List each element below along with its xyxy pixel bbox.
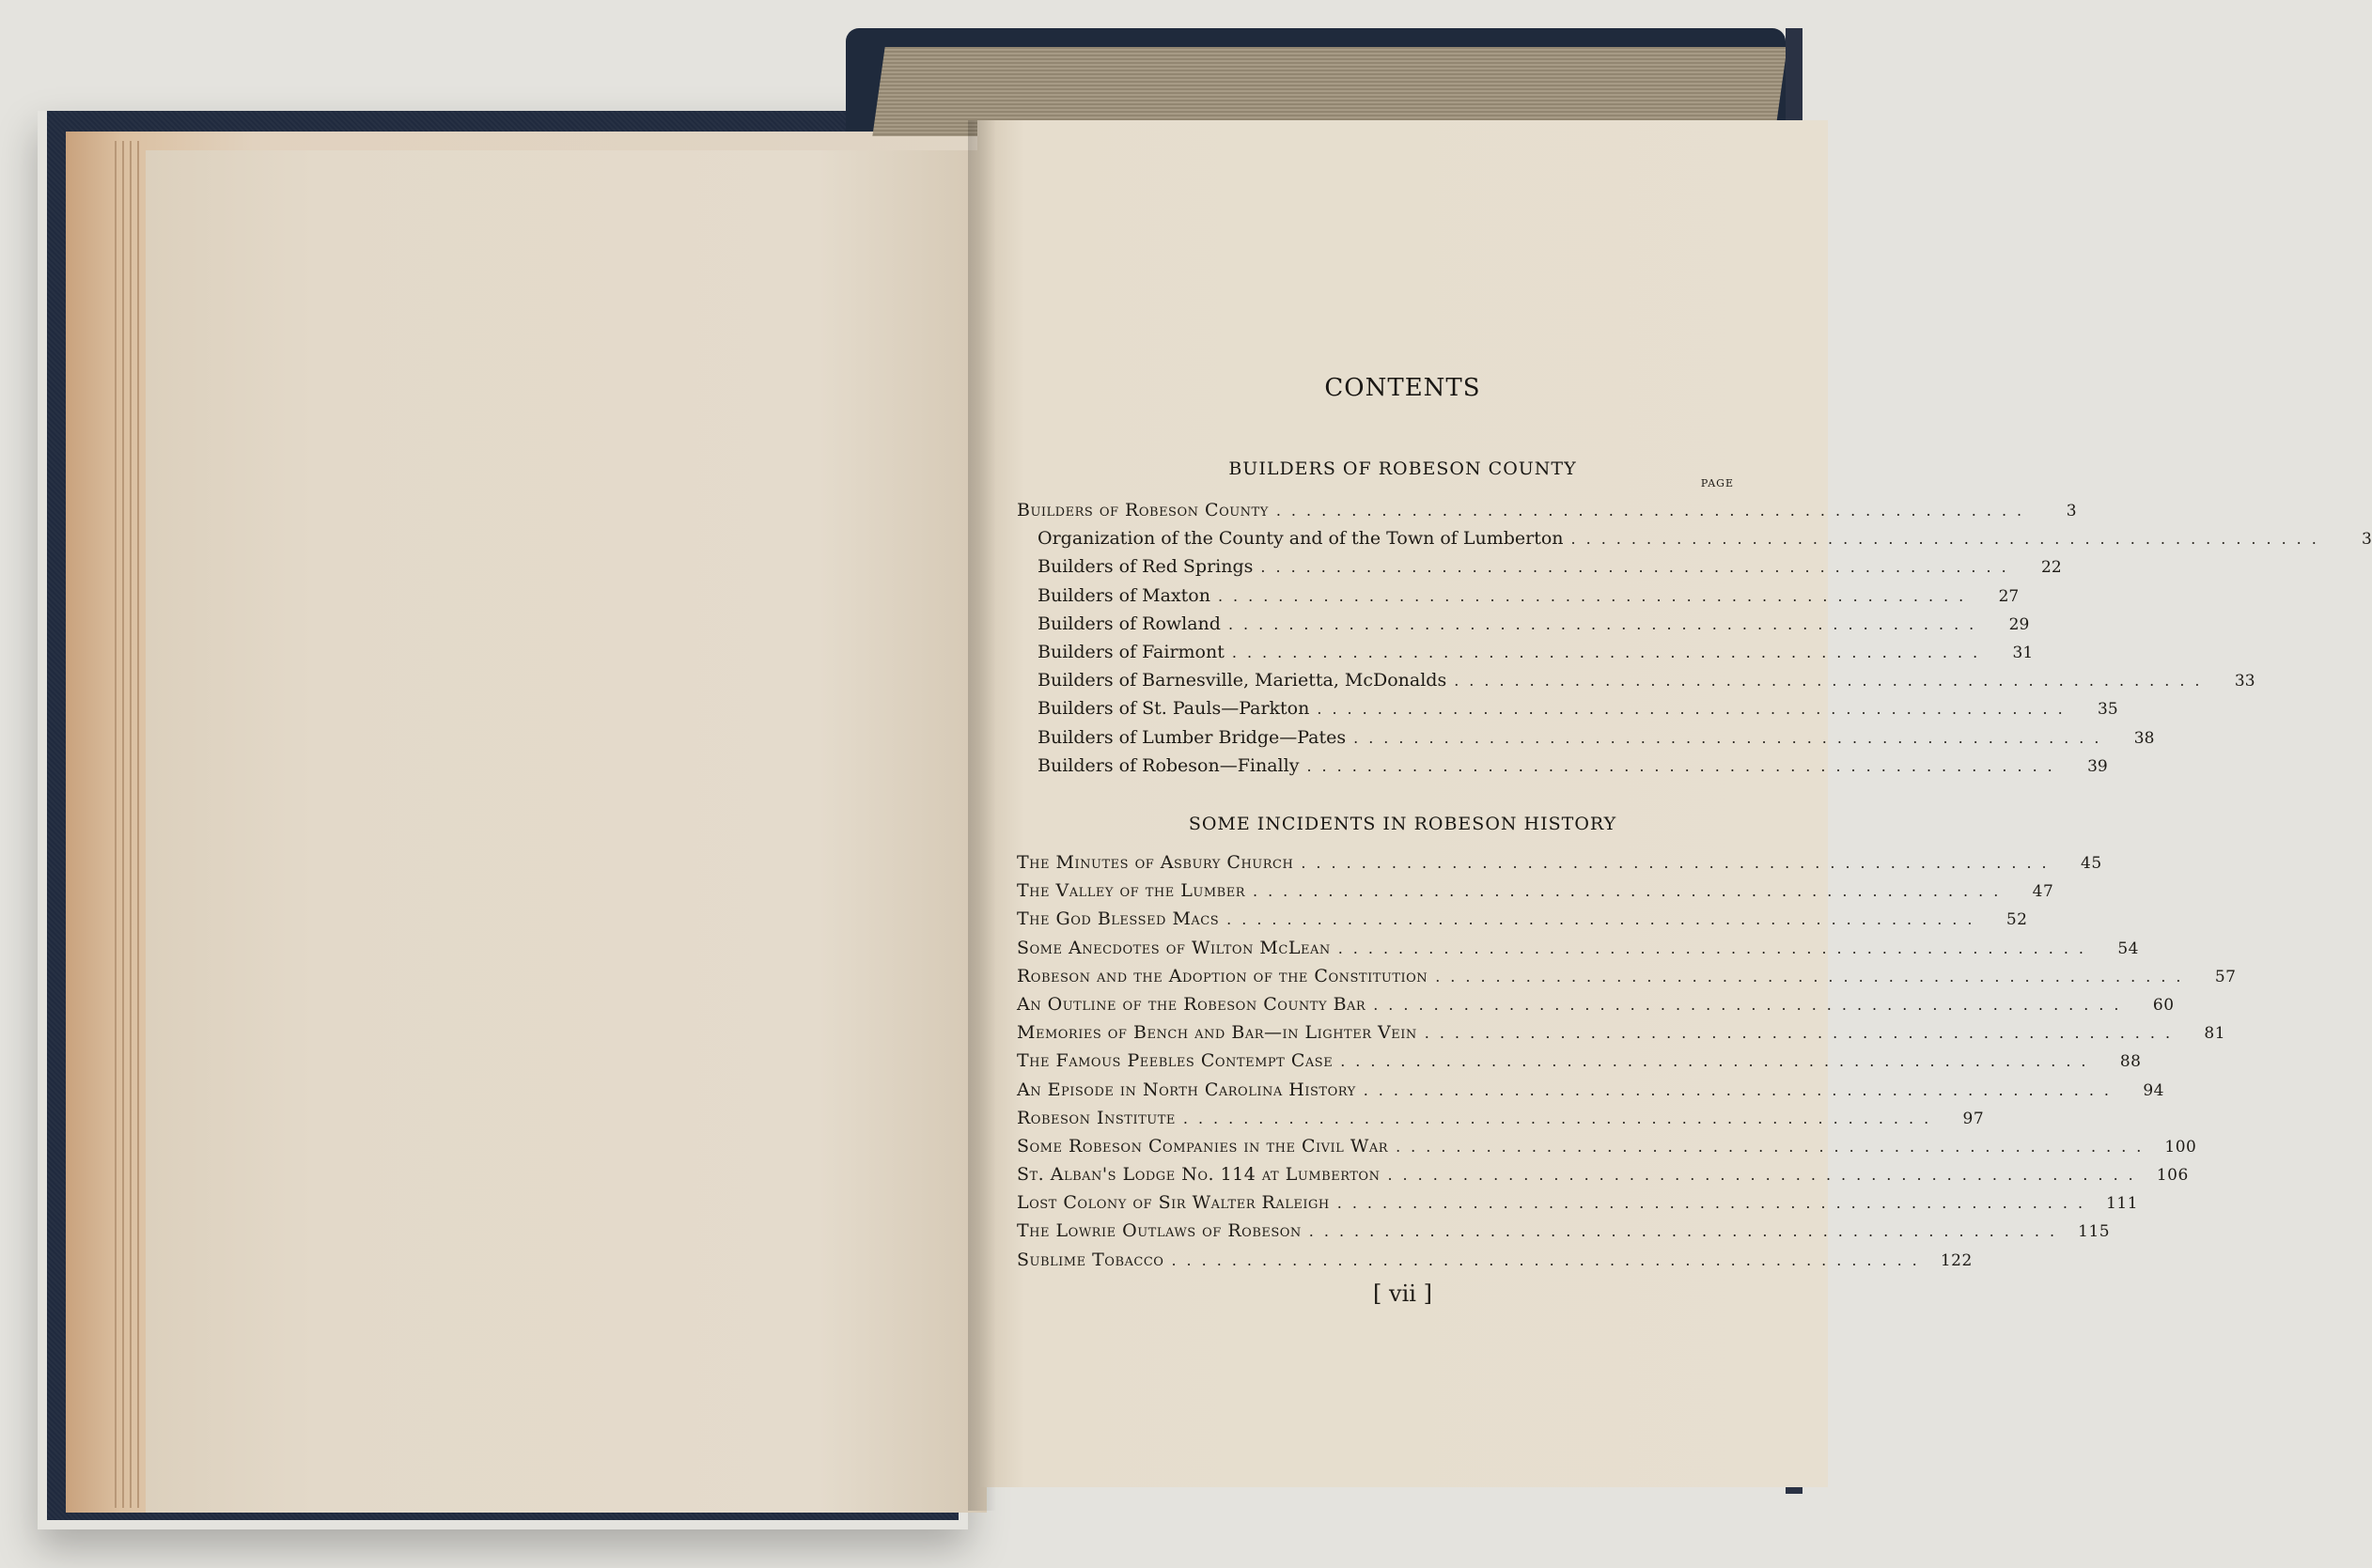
toc-entry[interactable] — [1017, 990, 2175, 1018]
toc-entry[interactable] — [1017, 848, 2102, 877]
toc-entry[interactable] — [1017, 694, 2118, 722]
toc-entry-title: Builders of Lumber Bridge—Pates — [1038, 726, 1347, 748]
toc-entry[interactable] — [1017, 934, 2139, 962]
dot-leader: .................................................. — [1340, 1052, 2097, 1071]
toc-entry-title: Builders of Fairmont — [1038, 641, 1225, 662]
toc-entry[interactable] — [1017, 905, 2028, 933]
toc-entry-page: 97 — [1962, 1109, 1985, 1128]
leaf-edge — [137, 141, 139, 1508]
toc-section-incidents — [1017, 848, 2237, 1274]
section-heading-builders: BUILDERS OF ROBESON COUNTY — [1228, 458, 1577, 479]
toc-entry[interactable] — [1017, 1188, 2139, 1217]
toc-entry[interactable] — [1017, 1047, 2142, 1075]
dot-leader: .................................................. — [1308, 1222, 2066, 1241]
toc-entry-page: 29 — [2008, 614, 2030, 634]
toc-entry-page: 3 — [2362, 530, 2372, 550]
toc-entry-page: 60 — [2152, 995, 2175, 1015]
toc-entry-page: 45 — [2081, 854, 2102, 873]
toc-entry-page: 100 — [2164, 1137, 2197, 1157]
toc-entry[interactable] — [1017, 610, 2030, 638]
toc-entry-page: 111 — [2106, 1194, 2139, 1214]
toc-entry-page: 35 — [2098, 700, 2118, 720]
toc-entry-title: Builders of Robeson County — [1017, 500, 1269, 520]
toc-entry-page: 31 — [2012, 643, 2034, 662]
toc-entry-title: St. Alban's Lodge No. 114 at Lumberton — [1017, 1164, 1381, 1186]
toc-entry-title: Builders of Maxton — [1038, 584, 1210, 606]
dot-leader: .................................................. — [1260, 558, 2017, 577]
toc-entry[interactable] — [1017, 1246, 1973, 1274]
toc-entry-title: Memories of Bench and Bar—in Lighter Vein — [1017, 1022, 1417, 1044]
toc-entry-page: 54 — [2117, 939, 2139, 958]
toc-entry-page: 52 — [2005, 910, 2028, 930]
toc-entry-title: Builders of Red Springs — [1038, 556, 1254, 578]
leaf-edge — [122, 141, 124, 1508]
toc-entry[interactable] — [1017, 1104, 1985, 1132]
dot-leader: .................................................. — [1336, 1194, 2094, 1213]
dot-leader: .................................................. — [1363, 1080, 2119, 1099]
toc-entry-title: The God Blessed Macs — [1017, 908, 1220, 930]
toc-entry-page: 94 — [2143, 1080, 2164, 1100]
toc-entry[interactable] — [1017, 666, 2255, 694]
toc-entry[interactable] — [1017, 752, 2108, 780]
toc-entry-title: The Lowrie Outlaws of Robeson — [1017, 1220, 1302, 1242]
dot-leader: .................................................. — [1253, 882, 2009, 901]
dot-leader: .................................................. — [1301, 854, 2057, 872]
toc-section-builders — [1017, 496, 2372, 780]
dot-leader: .................................................. — [1171, 1250, 1927, 1269]
toc-entry-title: Robeson Institute — [1017, 1107, 1176, 1128]
toc-entry[interactable] — [1017, 1076, 2164, 1104]
toc-entry[interactable] — [1017, 496, 2078, 524]
toc-entry-title: Robeson and the Adoption of the Constitution — [1017, 965, 1428, 986]
toc-entry-page: 22 — [2041, 558, 2062, 578]
toc-entry-title: The Valley of the Lumber — [1017, 880, 1245, 902]
leaf-edge — [130, 141, 132, 1508]
dot-leader: .................................................. — [1182, 1109, 1940, 1127]
toc-entry-title: Builders of Rowland — [1038, 613, 1221, 634]
dot-leader: .................................................. — [1424, 1024, 2181, 1043]
dot-leader: .................................................. — [1306, 756, 2063, 775]
toc-entry[interactable] — [1017, 962, 2237, 990]
blank-left-page — [146, 150, 987, 1513]
dot-leader: .................................................. — [1435, 967, 2192, 986]
toc-entry-title: An Episode in North Carolina History — [1017, 1079, 1356, 1100]
toc-entry-title: Lost Colony of Sir Walter Raleigh — [1017, 1192, 1330, 1214]
toc-entry-title: Organization of the County and of the Town of Lumberton — [1038, 528, 1564, 550]
toc-entry-page: 33 — [2234, 672, 2255, 691]
toc-entry[interactable] — [1017, 1132, 2197, 1160]
toc-entry-page: 38 — [2133, 728, 2155, 748]
dot-leader: .................................................. — [1387, 1166, 2144, 1185]
page-folio: [ vii ] — [1373, 1281, 1432, 1307]
toc-entry-title: The Famous Peebles Contempt Case — [1017, 1050, 1334, 1072]
dot-leader: .................................................. — [1317, 700, 2073, 719]
dot-leader: .................................................. — [1570, 530, 2327, 549]
page-title: CONTENTS — [1324, 374, 1481, 402]
toc-entry-page: 39 — [2087, 756, 2108, 776]
toc-entry-title: The Minutes of Asbury Church — [1017, 852, 1294, 873]
book-gutter — [968, 120, 996, 1511]
toc-entry-page: 27 — [1998, 586, 2020, 606]
toc-entry-title: Builders of St. Pauls—Parkton — [1038, 698, 1310, 720]
page-column-label: PAGE — [1700, 477, 1734, 489]
toc-entry-title: An Outline of the Robeson County Bar — [1017, 993, 1366, 1015]
toc-entry-page: 122 — [1940, 1250, 1973, 1270]
toc-entry[interactable] — [1017, 552, 2062, 581]
toc-entry-page: 106 — [2156, 1166, 2189, 1186]
leaf-edge — [115, 141, 117, 1508]
toc-entry[interactable] — [1017, 723, 2155, 752]
toc-entry[interactable] — [1017, 877, 2054, 905]
toc-entry[interactable] — [1017, 1018, 2226, 1047]
dot-leader: .................................................. — [1337, 939, 2094, 957]
toc-entry[interactable] — [1017, 582, 2020, 610]
toc-entry[interactable] — [1017, 1217, 2111, 1245]
toc-entry-page: 47 — [2032, 882, 2054, 902]
toc-entry-title: Some Anecdotes of Wilton McLean — [1017, 937, 1331, 958]
toc-entry[interactable] — [1017, 1160, 2189, 1188]
toc-entry-page: 3 — [2066, 502, 2078, 520]
contents-page — [977, 120, 2372, 1487]
toc-entry-title: Builders of Barnesville, Marietta, McDonalds — [1038, 670, 1447, 691]
section-heading-incidents: SOME INCIDENTS IN ROBESON HISTORY — [1188, 814, 1617, 834]
dot-leader: .................................................. — [1217, 586, 1974, 605]
dot-leader: .................................................. — [1353, 728, 2110, 747]
toc-entry[interactable] — [1017, 524, 2372, 552]
toc-entry-title: Some Robeson Companies in the Civil War — [1017, 1135, 1389, 1157]
dot-leader: .................................................. — [1396, 1137, 2152, 1156]
dot-leader: .................................................. — [1227, 614, 1985, 633]
dot-leader: .................................................. — [1226, 910, 1983, 929]
toc-entry-page: 57 — [2214, 967, 2237, 986]
toc-entry-title: Sublime Tobacco — [1017, 1249, 1164, 1270]
toc-entry-page: 81 — [2204, 1024, 2226, 1044]
toc-entry-title: Builders of Robeson—Finally — [1038, 754, 1300, 776]
dot-leader: .................................................. — [1231, 643, 1989, 661]
toc-entry-page: 88 — [2119, 1052, 2142, 1072]
toc-entry-page: 115 — [2078, 1222, 2111, 1242]
toc-entry[interactable] — [1017, 638, 2034, 666]
dot-leader: .................................................. — [1275, 502, 2033, 520]
dot-leader: .................................................. — [1454, 672, 2210, 691]
dot-leader: .................................................. — [1373, 995, 2130, 1014]
